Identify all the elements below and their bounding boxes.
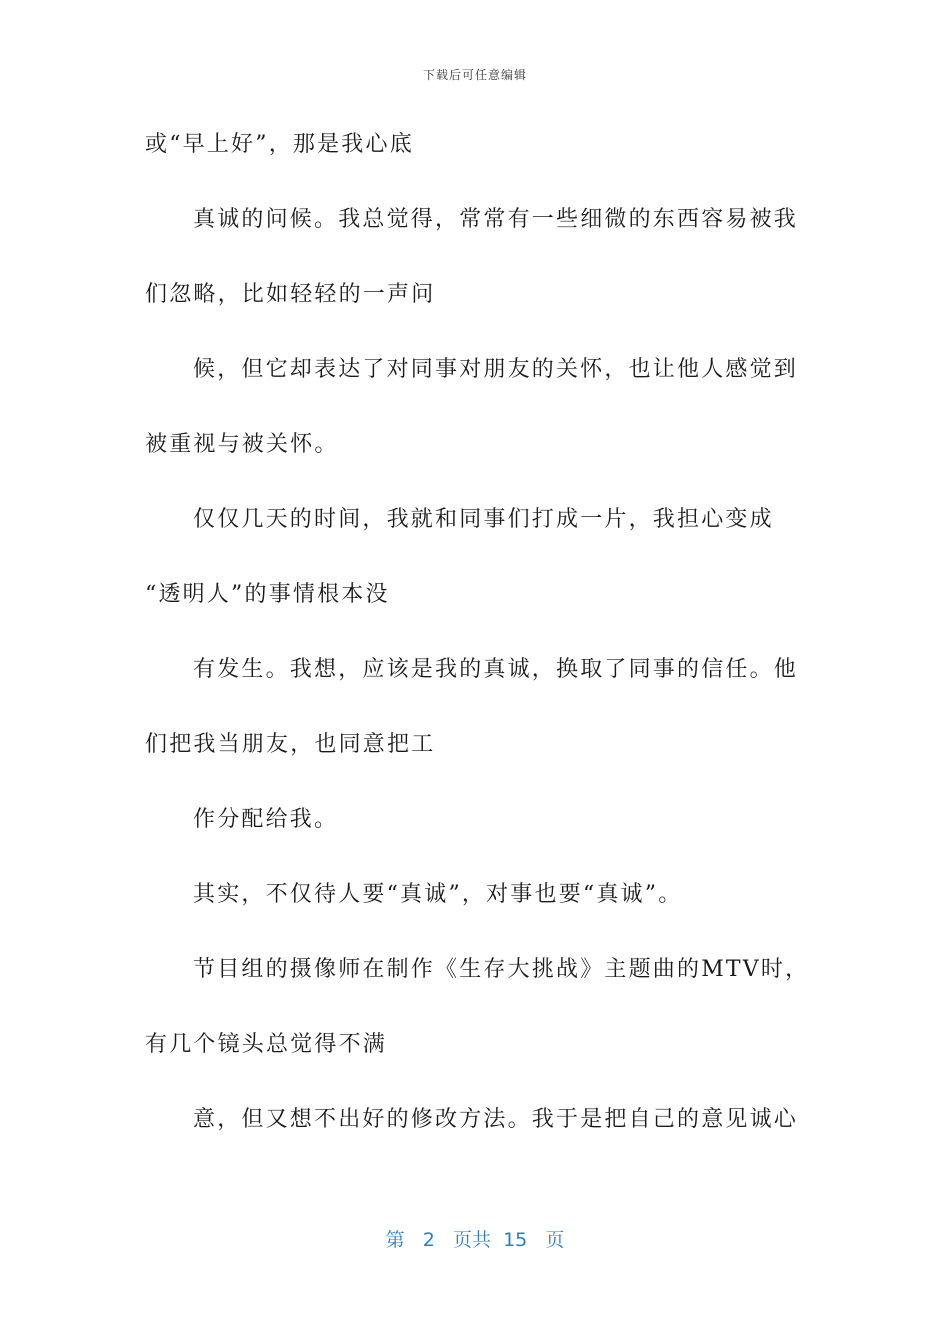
text-line: 其实，不仅待人要“真诚”，对事也要“真诚”。 [193,882,683,907]
text-line: 们忽略，比如轻轻的一声问 [145,282,436,307]
footer-suffix: 页 [545,1229,565,1251]
text-line: 仅仅几天的时间，我就和同事们打成一片，我担心变成 [193,507,774,532]
text-line: 有发生。我想，应该是我的真诚，换取了同事的信任。他 [193,657,799,682]
text-line: 意，但又想不出好的修改方法。我于是把自己的意见诚心 [193,1107,799,1132]
text-line: 被重视与被关怀。 [145,432,339,457]
text-line: 们把我当朋友，也同意把工 [145,732,436,757]
text-line: 真诚的问候。我总觉得，常常有一些细微的东西容易被我 [193,207,799,232]
text-line: 作分配给我。 [193,807,339,832]
total-pages-number: 15 [503,1229,528,1251]
footer-middle: 页共 [452,1229,491,1251]
text-line: 有几个镜头总觉得不满 [145,1032,388,1057]
text-line: 候，但它却表达了对同事对朋友的关怀，也让他人感觉到 [193,357,799,382]
page-number-footer [0,1225,950,1252]
text-line: 或“早上好”，那是我心底 [145,132,414,157]
footer-prefix: 第 [385,1229,405,1251]
text-line: “透明人”的事情根本没 [145,582,390,607]
page-header: 下载后可任意编辑 [422,68,527,82]
current-page-number: 2 [422,1229,435,1251]
text-line: 节目组的摄像师在制作《生存大挑战》主题曲的MTV时， [193,957,810,982]
